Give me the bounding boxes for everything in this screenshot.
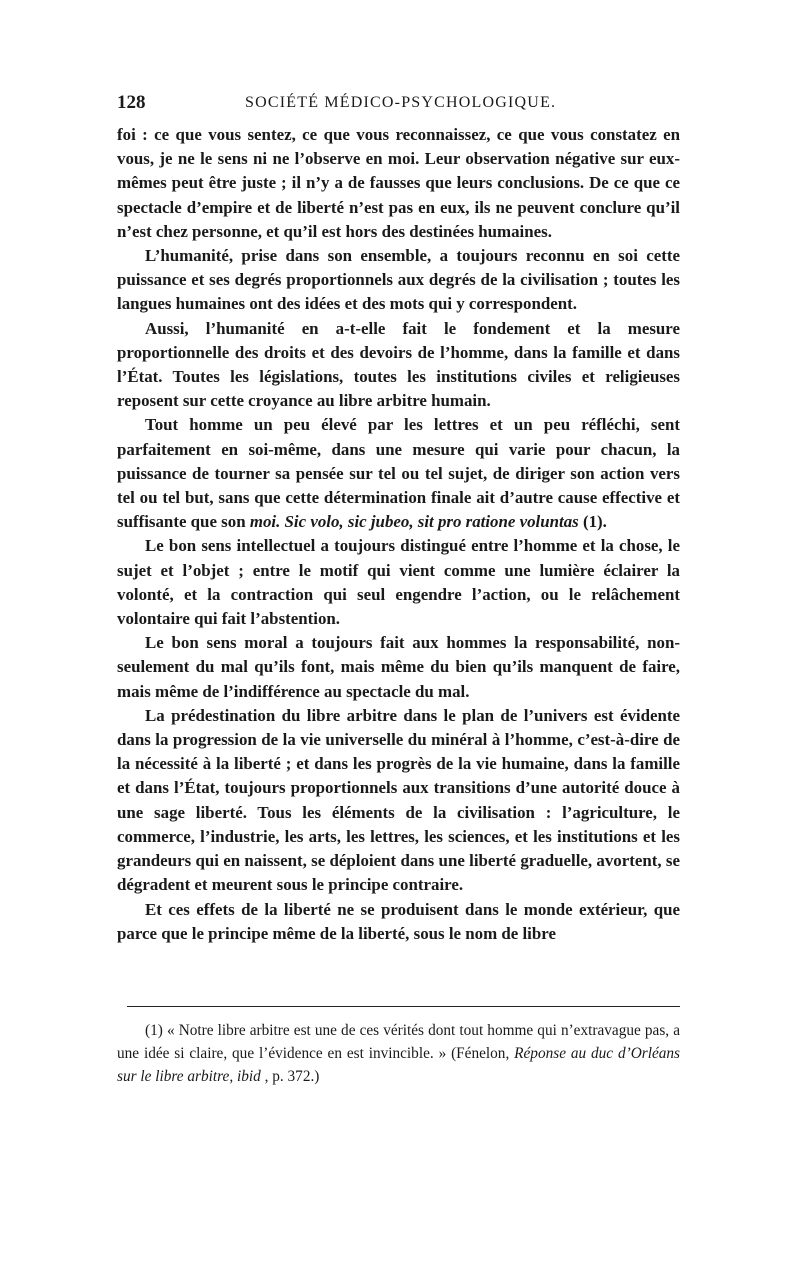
paragraph: [117, 413, 680, 534]
footnote-divider: [127, 1006, 680, 1007]
footnote-reference: (1).: [578, 512, 607, 532]
footnote: [117, 1019, 680, 1088]
paragraph: foi : ce que vous sentez, ce que vous reconnaissez, ce que vous constatez en vous, je ne le sens ni ne l’observe en moi. Leur observation négative sur eux-mêmes peut être juste ; il n’y a de fausses que leurs conclusions. De ce que ce spectacle d’empire et de liberté n’est pas en eux, ils ne peuvent conclure qu’il n’est chez personne, et qu’il est hors des destinées humaines.: [117, 125, 680, 241]
body-text: [117, 123, 680, 946]
footnote-body: (1) « Notre libre arbitre est une de ces vérités dont tout homme qui n’extravague pas, a une idée si claire, que l’évidence en est invincible. » (Fénelon,: [117, 1022, 680, 1062]
page-header: [117, 92, 680, 120]
paragraph: Le bon sens intellectuel a toujours distingué entre l’homme et la chose, le sujet et l’objet ; entre le motif qui vient comme une lumière éclairer la volonté, et la contraction qui seul engendre l’action, ou le relâchement volontaire qui fait l’abstention.: [117, 536, 680, 629]
footnote-page-ref: , p. 372.): [260, 1068, 320, 1085]
footnote-citation-title: Réponse au duc d’Orléans sur le libre arbitre, ibid: [117, 1045, 680, 1085]
latin-quote: moi. Sic volo, sic jubeo, sit pro ratione voluntas: [249, 512, 579, 532]
paragraph: Aussi, l’humanité en a-t-elle fait le fondement et la mesure proportionnelle des droits et des devoirs de l’homme, dans la famille et dans l’État. Toutes les législations, toutes les institutions civiles et religieuses reposent sur cette croyance au libre arbitre humain.: [117, 318, 680, 411]
footnote-text: [117, 1019, 680, 1088]
running-title: SOCIÉTÉ MÉDICO-PSYCHOLOGIQUE.: [245, 94, 557, 111]
page-number: 128: [117, 92, 146, 113]
paragraph: L’humanité, prise dans son ensemble, a toujours reconnu en soi cette puissance et ses degrés proportionnels aux degrés de la civilisation ; toutes les langues humaines ont des idées et des mots qui y correspondent.: [117, 246, 680, 314]
paragraph-text: Tout homme un peu élevé par les lettres et un peu réfléchi, sent parfaitement en soi-même, dans une mesure qui varie pour chacun, la puissance de tourner sa pensée sur tel ou tel sujet, de diriger son action vers tel ou tel but, sans que cette détermination finale ait d’autre cause effective et suffisante que son: [117, 415, 680, 532]
paragraph: Le bon sens moral a toujours fait aux hommes la responsabilité, non-seulement du mal qu’ils font, mais même du bien qu’ils manquent de faire, mais même de l’indifférence au spectacle du mal.: [117, 633, 680, 701]
paragraph: La prédestination du libre arbitre dans le plan de l’univers est évidente dans la progression de la vie universelle du minéral à l’homme, c’est-à-dire de la nécessité à la liberté ; et dans les progrès de la vie humaine, dans la famille et dans l’État, toujours proportionnels aux transitions d’une autorité douce à une sage liberté. Tous les éléments de la civilisation : l’agriculture, le commerce, l’industrie, les arts, les lettres, les sciences, et les institutions et les grandeurs qui en naissent, se déploient dans une liberté graduelle, avortent, se dégradent et meurent sous le principe contraire.: [117, 705, 680, 895]
paragraph: Et ces effets de la liberté ne se produisent dans le monde extérieur, que parce que le principe même de la liberté, sous le nom de libre: [117, 899, 680, 943]
